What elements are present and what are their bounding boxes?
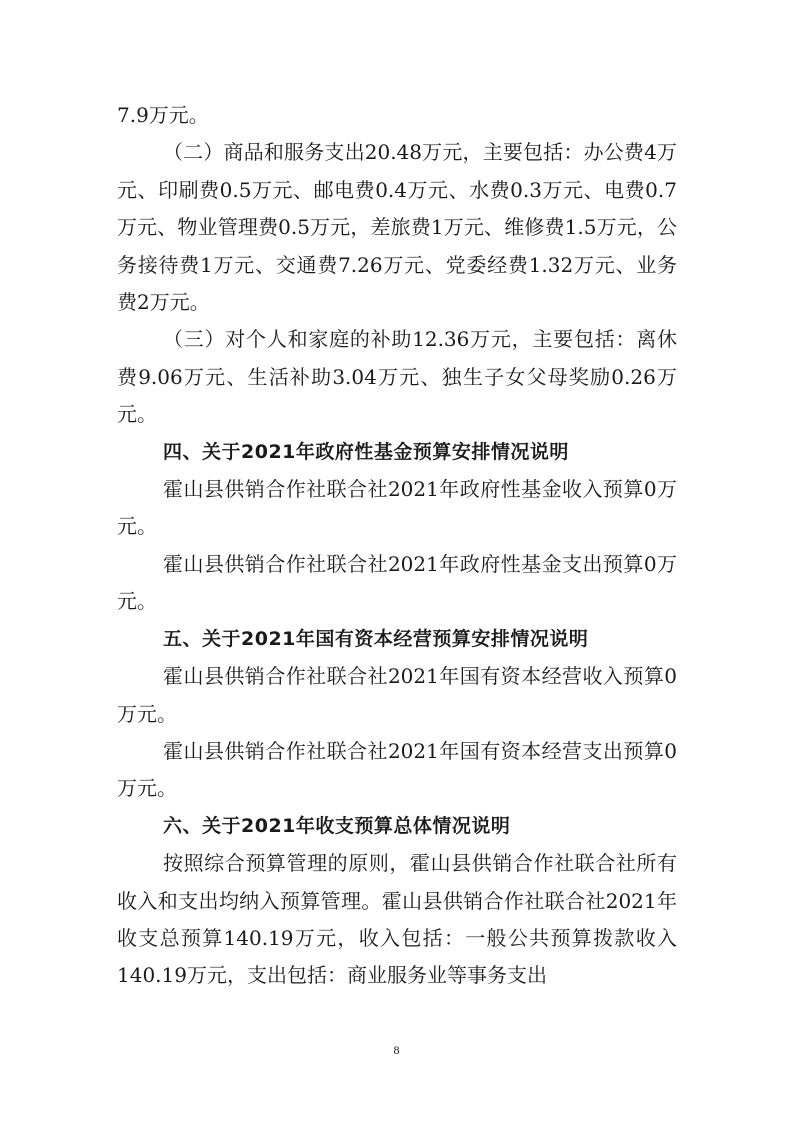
paragraph-goods-services-expenditure: （二）商品和服务支出20.48万元，主要包括：办公费4万元、印刷费0.5万元、邮电费0.4万元、水费0.3万元、电费0.7万元、物业管理费0.5万元，差旅费1万元、维修费1.5万元，公务接待费1万元、交通费7.26万元、党委经费1.32万元、业务费2万元。 bbox=[117, 140, 677, 315]
paragraph-personal-household-subsidy: （三）对个人和家庭的补助12.36万元，主要包括：离休费9.06万元、生活补助3.04万元、独生子女父母奖励0.26万元。 bbox=[117, 327, 677, 427]
paragraph-government-fund-expenditure: 霍山县供销合作社联合社2021年政府性基金支出预算0万元。 bbox=[117, 551, 677, 614]
paragraph-continuation: 7.9万元。 bbox=[117, 103, 209, 127]
paragraph-state-capital-expenditure: 霍山县供销合作社联合社2021年国有资本经营支出预算0万元。 bbox=[117, 738, 677, 801]
section-heading-state-capital: 五、关于2021年国有资本经营预算安排情况说明 bbox=[163, 627, 589, 650]
paragraph-government-fund-income: 霍山县供销合作社联合社2021年政府性基金收入预算0万元。 bbox=[117, 477, 677, 539]
paragraph-overall-budget: 按照综合预算管理的原则，霍山县供销合作社联合社所有收入和支出均纳入预算管理。霍山县供销合作社联合社2021年收支总预算140.19万元，收入包括：一般公共预算拨款收入140.19万元，支出包括：商业服务业等事务支出 bbox=[117, 851, 677, 988]
document-body bbox=[117, 97, 677, 995]
section-heading-government-fund: 四、关于2021年政府性基金预算安排情况说明 bbox=[163, 440, 569, 463]
paragraph-state-capital-income: 霍山县供销合作社联合社2021年国有资本经营收入预算0万元。 bbox=[117, 664, 677, 726]
page-number: 8 bbox=[393, 1043, 400, 1057]
section-heading-overall-budget: 六、关于2021年收支预算总体情况说明 bbox=[163, 814, 511, 837]
